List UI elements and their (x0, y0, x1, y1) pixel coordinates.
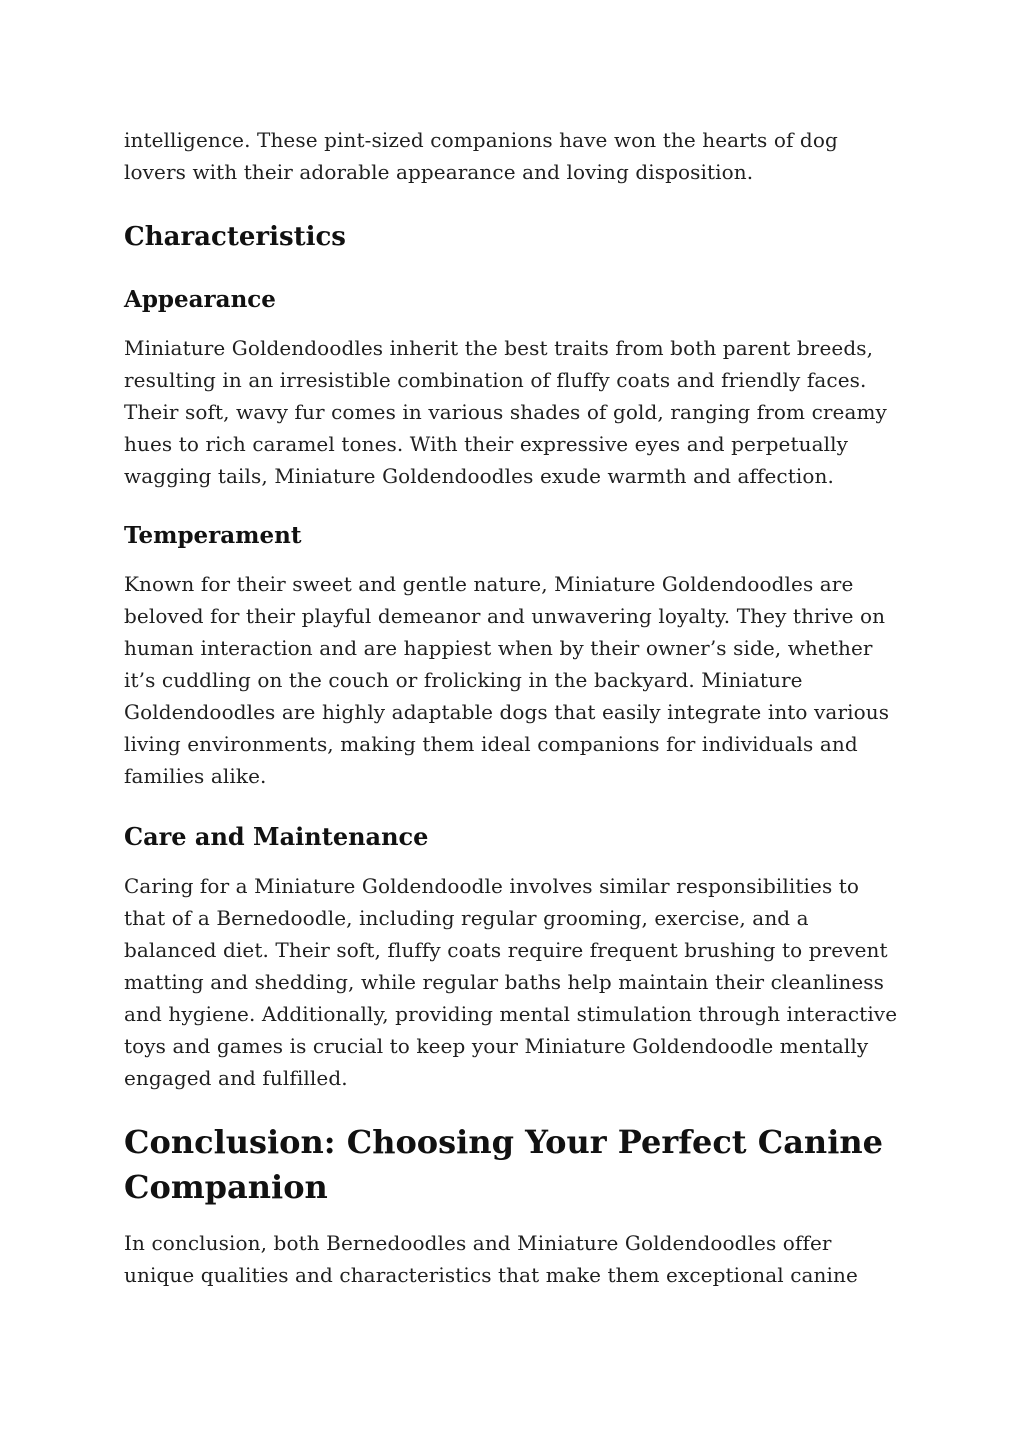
conclusion-paragraph: In conclusion, both Bernedoodles and Miniature Goldendoodles offer unique qualities and characteristics that make them exceptional canine (124, 1231, 858, 1287)
document-page (124, 124, 904, 1291)
temperament-heading: Temperament (124, 522, 302, 549)
appearance-paragraph: Miniature Goldendoodles inherit the best traits from both parent breeds, resulting in an irresistible combination of fluffy coats and friendly faces. Their soft, wavy fur comes in various shades of gold, ranging from creamy hues to rich caramel tones. With their expressive eyes and perpetually wagging tails, Miniature Goldendoodles exude warmth and affection. (124, 336, 887, 488)
care-paragraph: Caring for a Miniature Goldendoodle involves similar responsibilities to that of a Bernedoodle, including regular grooming, exercise, and a balanced diet. Their soft, fluffy coats require frequent brushing to prevent matting and shedding, while regular baths help maintain their cleanliness and hygiene. Additionally, providing mental stimulation through interactive toys and games is crucial to keep your Miniature Goldendoodle mentally engaged and fulfilled. (124, 874, 898, 1090)
appearance-heading: Appearance (124, 286, 276, 313)
temperament-paragraph: Known for their sweet and gentle nature, Miniature Goldendoodles are beloved for their playful demeanor and unwavering loyalty. They thrive on human interaction and are happiest when by their owner’s side, whether it’s cuddling on the couch or frolicking in the backyard. Miniature Goldendoodles are highly adaptable dogs that easily integrate into various living environments, making them ideal companions for individuals and families alike. (124, 572, 890, 788)
intro-paragraph: intelligence. These pint-sized companions have won the hearts of dog lovers with their adorable appearance and loving disposition. (124, 128, 838, 184)
conclusion-heading: Conclusion: Choosing Your Perfect Canine Companion (124, 1123, 883, 1206)
characteristics-heading: Characteristics (124, 222, 346, 252)
care-heading: Care and Maintenance (124, 822, 429, 851)
